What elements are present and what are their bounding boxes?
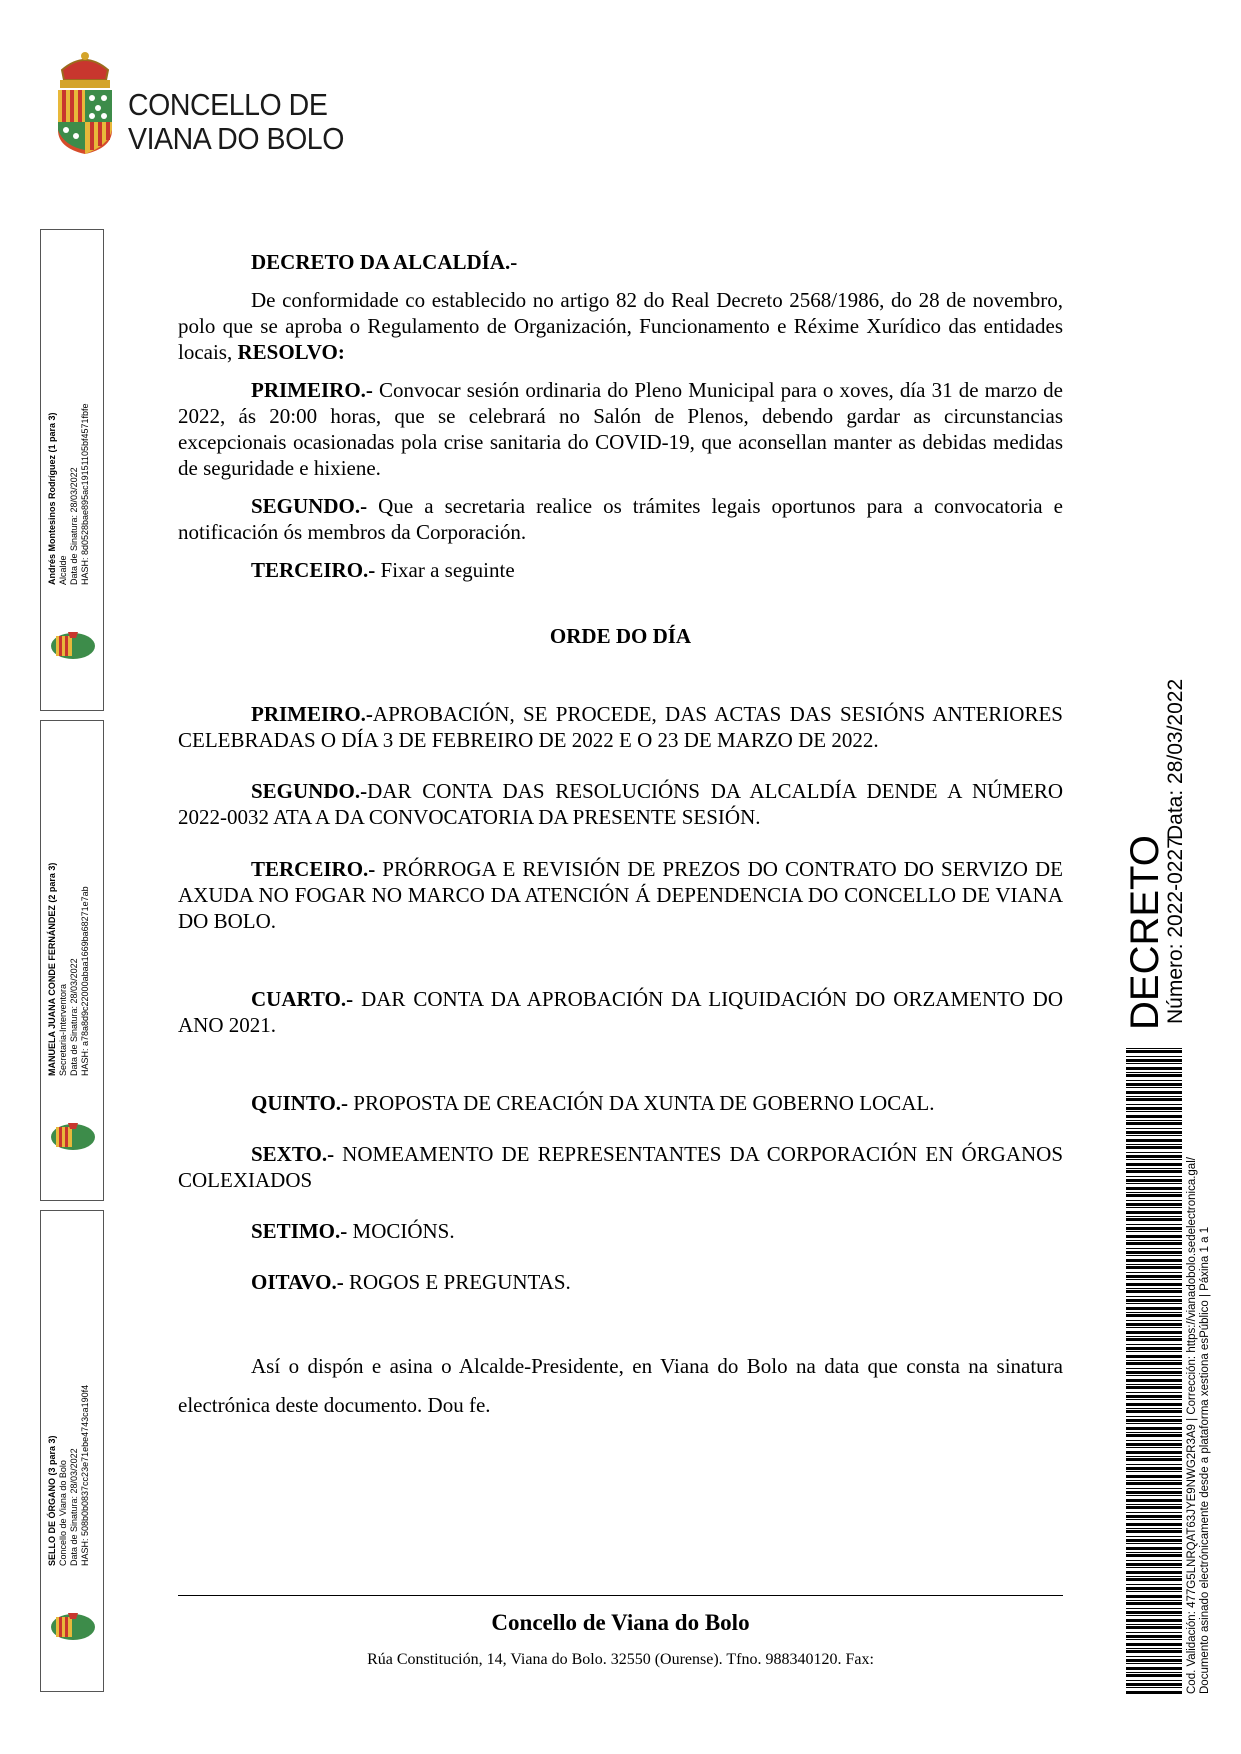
footer-title: Concello de Viana do Bolo (491, 1610, 750, 1635)
agenda-text: APROBACIÓN, SE PROCEDE, DAS ACTAS DAS SESIÓNS ANTERIORES CELEBRADAS O DÍA 3 DE FEBREIRO DE 2022 E O 23 DE MARZO DE 2022. (178, 702, 1063, 752)
validation-line2: Documento asinado electrónicamente desde a plataforma xestiona esPúblico | Páxina 1 a 1 (1199, 1226, 1211, 1694)
agenda-text: NOMEAMENTO DE REPRESENTANTES DA CORPORACIÓN EN ÓRGANOS COLEXIADOS (178, 1142, 1063, 1192)
signer-role: Secretaria-Interventora (58, 983, 68, 1076)
resolution-label: PRIMEIRO.- (251, 378, 373, 402)
coat-of-arms-logo (54, 48, 116, 156)
signature-date: Data de Sinatura: 28/03/2022 (69, 1448, 79, 1566)
signature-hash: HASH: 508b0b0837cc23e71ebe4743ca190f4 (80, 1384, 90, 1566)
stamp-doc-type: DECRETO (1123, 835, 1167, 1030)
signer-name: MANUELA JUANA CONDE FERNÁNDEZ (2 para 3) (47, 862, 57, 1076)
agenda-title: ORDE DO DÍA (549, 624, 692, 648)
agenda-item-6 (178, 1141, 1063, 1193)
agenda-label: SEXTO.- (251, 1142, 335, 1166)
agenda-label: OITAVO.- (251, 1270, 344, 1294)
stamp-validation (1186, 1157, 1212, 1694)
signature-date: Data de Sinatura: 28/03/2022 (69, 958, 79, 1076)
agenda-label: QUINTO.- (251, 1091, 349, 1115)
decree-body (178, 249, 1063, 1425)
validation-line1: Cod. Validación: 477G5LNRQAT63JYE9NWG2R3A9 | Corrección: https://vianadobolo.sedelectronica.gal/ (1186, 1157, 1198, 1694)
agenda-label: SEGUNDO.- (251, 779, 368, 803)
resolution-label: TERCEIRO.- (251, 558, 376, 582)
agenda-text: PROPOSTA DE CREACIÓN DA XUNTA DE GOBERNO LOCAL. (348, 1091, 935, 1115)
signature-hash: HASH: a78a8d9c22000abaa1669ba68271e7ab (80, 886, 90, 1076)
decree-title: DECRETO DA ALCALDÍA.- (251, 250, 518, 274)
decree-intro (178, 287, 1063, 365)
resolution-text: Fixar a seguinte (375, 558, 515, 582)
seal-icon (48, 1121, 98, 1153)
signature-box-1 (40, 229, 104, 711)
agenda-label: PRIMEIRO.- (251, 702, 373, 726)
closing-text: Así o dispón e asina o Alcalde-Presidente, en Viana do Bolo na data que consta na sinatura electrónica deste documento. Dou fe. (178, 1354, 1063, 1417)
signer-role: Concello de Viana do Bolo (58, 1460, 68, 1566)
footer-address: Rúa Constitución, 14, Viana do Bolo. 32550 (Ourense). Tfno. 988340120. Fax: (367, 1651, 874, 1668)
agenda-item-1 (178, 701, 1063, 753)
agenda-item-8 (178, 1269, 1063, 1295)
agenda-item-4 (178, 986, 1063, 1038)
resolution-text: Que a secretaria realice os trámites legais oportunos para a convocatoria e notificación ós membros da Corporación. (178, 494, 1063, 544)
agenda-label: TERCEIRO.- (251, 857, 376, 881)
stamp-date: Data: 28/03/2022 (1164, 678, 1187, 840)
agenda-text: PRÓRROGA E REVISIÓN DE PREZOS DO CONTRATO DO SERVIZO DE AXUDA NO FOGAR NO MARCO DA ATENCIÓN Á DEPENDENCIA DO CONCELLO DE VIANA DO BOLO. (178, 857, 1063, 933)
agenda-item-5 (178, 1090, 1063, 1116)
signer-name: Andrés Montesinos Rodríguez (1 para 3) (47, 412, 57, 585)
resolution-label: SEGUNDO.- (251, 494, 368, 518)
agenda-text: ROGOS E PREGUNTAS. (343, 1270, 571, 1294)
resolution-3 (178, 557, 1063, 583)
signature-box-3 (40, 1210, 104, 1692)
stamp-number: Número: 2022-0227 (1164, 837, 1187, 1024)
org-name-line1: CONCELLO DE (128, 87, 328, 122)
agenda-item-7 (178, 1218, 1063, 1244)
signature-date: Data de Sinatura: 28/03/2022 (69, 467, 79, 585)
agenda-text: DAR CONTA DA APROBACIÓN DA LIQUIDACIÓN DO ORZAMENTO DO ANO 2021. (178, 987, 1063, 1037)
intro-text: De conformidade co establecido no artigo 82 do Real Decreto 2568/1986, do 28 de novembro, polo que se aproba o Regulamento de Organización, Funcionamento e Réxime Xurídico das entidades locais, (178, 288, 1063, 364)
agenda-item-2 (178, 778, 1063, 830)
org-name (128, 88, 363, 156)
barcode (1126, 1048, 1182, 1696)
seal-icon (48, 1611, 98, 1643)
resolution-1 (178, 377, 1063, 481)
intro-resolvo: RESOLVO: (237, 340, 345, 364)
agenda-label: CUARTO.- (251, 987, 354, 1011)
agenda-text: MOCIÓNS. (347, 1219, 455, 1243)
org-name-line2: VIANA DO BOLO (128, 121, 344, 156)
signer-name: SELLO DE ÓRGANO (3 para 3) (47, 1435, 57, 1566)
agenda-item-3 (178, 856, 1063, 934)
resolution-text: Convocar sesión ordinaria do Pleno Municipal para o xoves, día 31 de marzo de 2022, ás 20:00 horas, que se celebrará no Salón de Plenos, debendo gardar as circunstancias excepcionais ocasionadas pola crise sanitaria do COVID-19, que aconsellan manter as debidas medidas de seguridade e hixiene. (178, 378, 1063, 480)
agenda-label: SETIMO.- (251, 1219, 348, 1243)
signature-box-2 (40, 720, 104, 1201)
seal-icon (48, 630, 98, 662)
signer-role: Alcalde (58, 555, 68, 585)
signature-hash: HASH: 8d0528bae895ac19151105bf4571fbfe (80, 403, 90, 585)
footer-divider (178, 1595, 1063, 1596)
agenda-text: DAR CONTA DAS RESOLUCIÓNS DA ALCALDÍA DENDE A NÚMERO 2022-0032 ATA A DA CONVOCATORIA DA PRESENTE SESIÓN. (178, 779, 1063, 829)
resolution-2 (178, 493, 1063, 545)
